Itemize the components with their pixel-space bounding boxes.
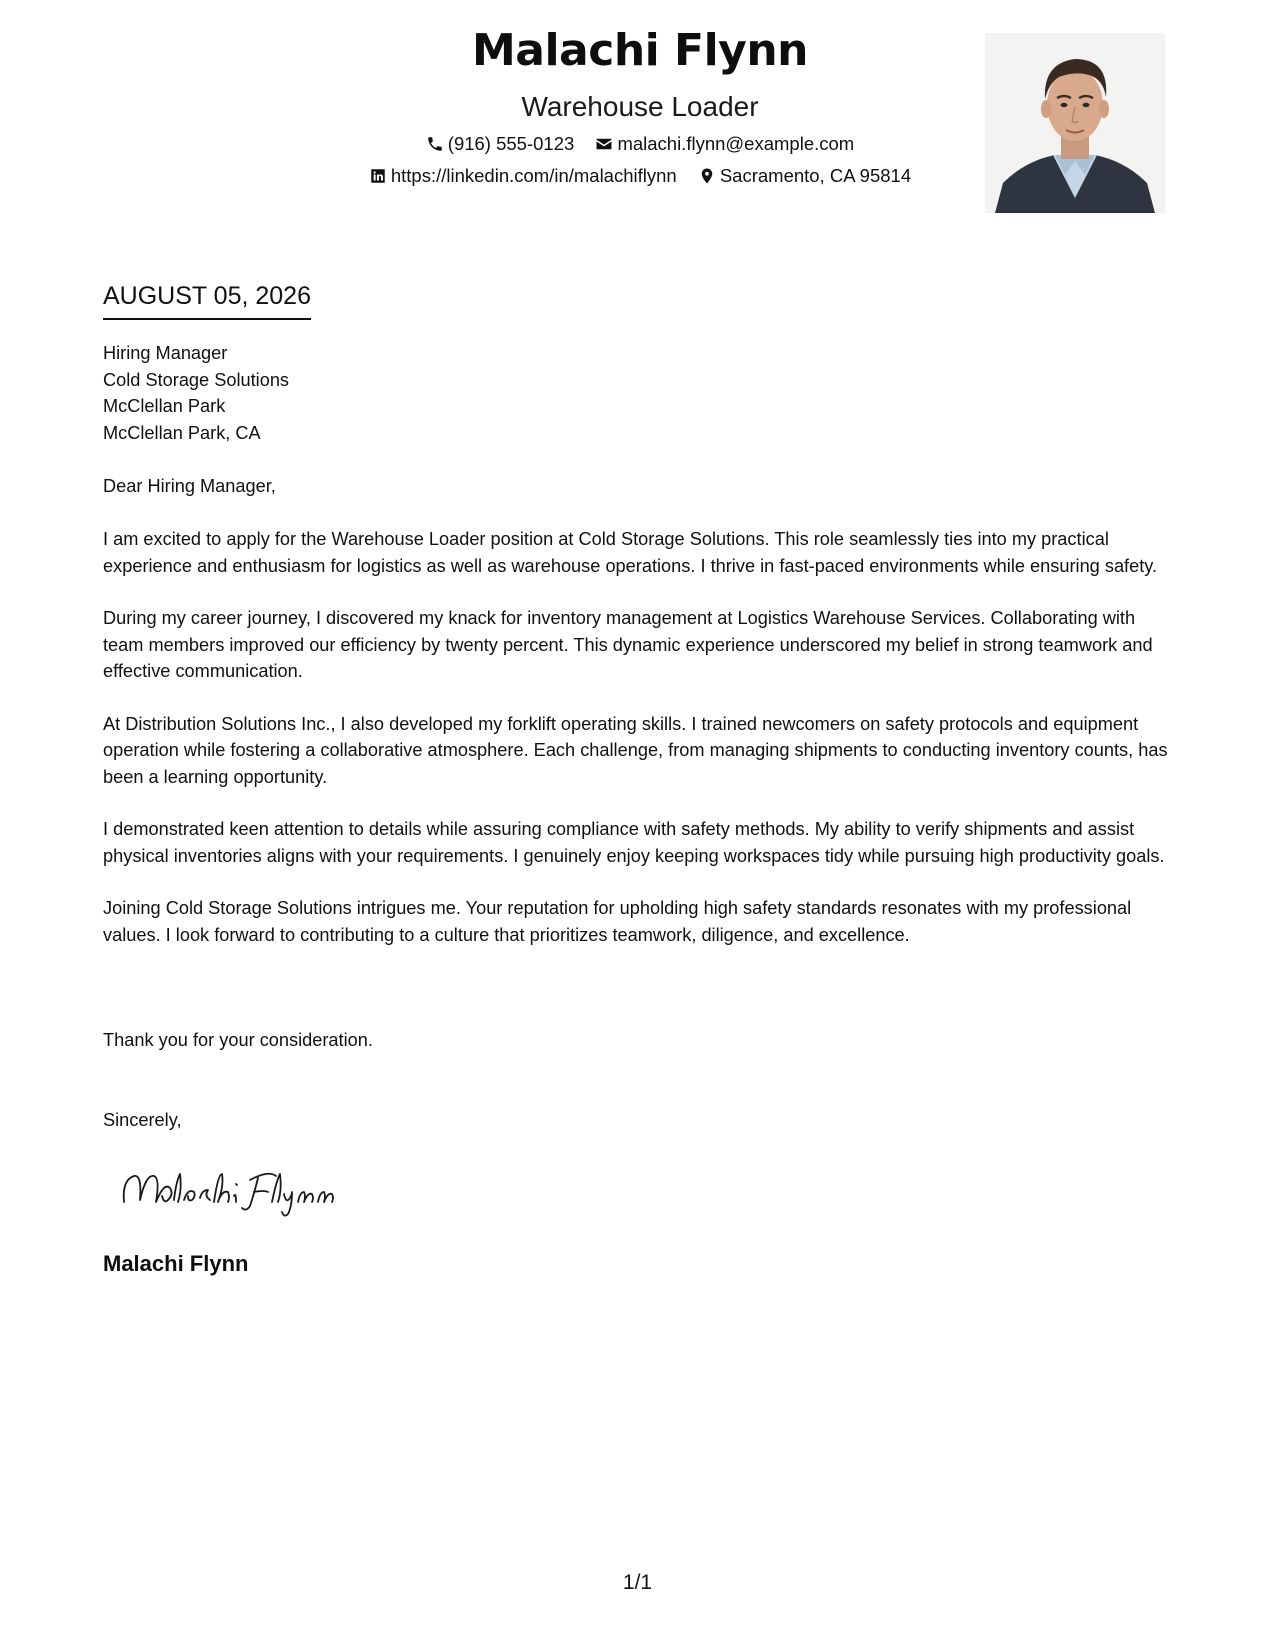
linkedin-icon (369, 167, 387, 185)
location-text: Sacramento, CA 95814 (719, 165, 912, 186)
contact-phone[interactable] (426, 132, 575, 156)
letter-date: AUGUST 05, 2026 (103, 280, 311, 320)
contact-location (698, 164, 911, 188)
envelope-icon (595, 135, 613, 153)
closing-thanks: Thank you for your consideration. (103, 1030, 373, 1050)
recipient-block (103, 340, 1173, 446)
applicant-job-title: Warehouse Loader (521, 91, 759, 122)
body-paragraph: Joining Cold Storage Solutions intrigues me. Your reputation for upholding high safety standards resonates with my professional values. I look forward to contributing to a culture that prioritizes teamwork, diligence, and excellence. (103, 898, 1132, 945)
handwritten-signature (118, 1160, 358, 1220)
recipient-title: Hiring Manager (103, 343, 228, 363)
body-paragraph: At Distribution Solutions Inc., I also developed my forklift operating skills. I trained newcomers on safety protocols and equipment operation while fostering a collaborative atmosphere. Each challenge, from managing shipments to conducting inventory counts, has been a learning opportunity. (103, 713, 1168, 787)
phone-icon (426, 135, 444, 153)
contact-row-secondary (260, 164, 1020, 191)
signature-drawing (118, 1160, 358, 1220)
portrait-illustration (985, 33, 1165, 213)
body-paragraph: During my career journey, I discovered my knack for inventory management at Logistics Warehouse Services. Collaborating with team members improved our efficiency by twenty percent. This dynamic experience underscored my belief in strong teamwork and effective communication. (103, 608, 1153, 681)
contact-linkedin[interactable] (369, 164, 677, 188)
signer-name: Malachi Flynn (103, 1251, 249, 1276)
page-number: 1/1 (622, 1571, 653, 1594)
salutation: Dear Hiring Manager, (103, 476, 276, 496)
recipient-company: Cold Storage Solutions (103, 369, 290, 390)
email-text: malachi.flynn@example.com (617, 133, 855, 154)
applicant-name: Malachi Flynn (471, 25, 809, 76)
recipient-address: McClellan Park (103, 396, 226, 416)
letter-body (103, 526, 1173, 974)
sign-off: Sincerely, (103, 1110, 182, 1130)
body-paragraph: I demonstrated keen attention to details while assuring compliance with safety methods. My ability to verify shipments and assist physical inventories aligns with your requirements. I genuinely enjoy keeping workspaces tidy while pursuing high productivity goals. (103, 819, 1165, 866)
contact-row-primary (260, 132, 1020, 159)
map-pin-icon (698, 167, 716, 185)
linkedin-text: https://linkedin.com/in/malachiflynn (390, 165, 677, 186)
phone-text: (916) 555-0123 (447, 133, 575, 154)
profile-photo (985, 33, 1165, 213)
contact-email[interactable] (595, 132, 854, 156)
body-paragraph: I am excited to apply for the Warehouse Loader position at Cold Storage Solutions. This role seamlessly ties into my practical experience and enthusiasm for logistics as well as warehouse operations. I thrive in fast-paced environments while ensuring safety. (103, 529, 1158, 576)
recipient-city: McClellan Park, CA (103, 422, 261, 443)
